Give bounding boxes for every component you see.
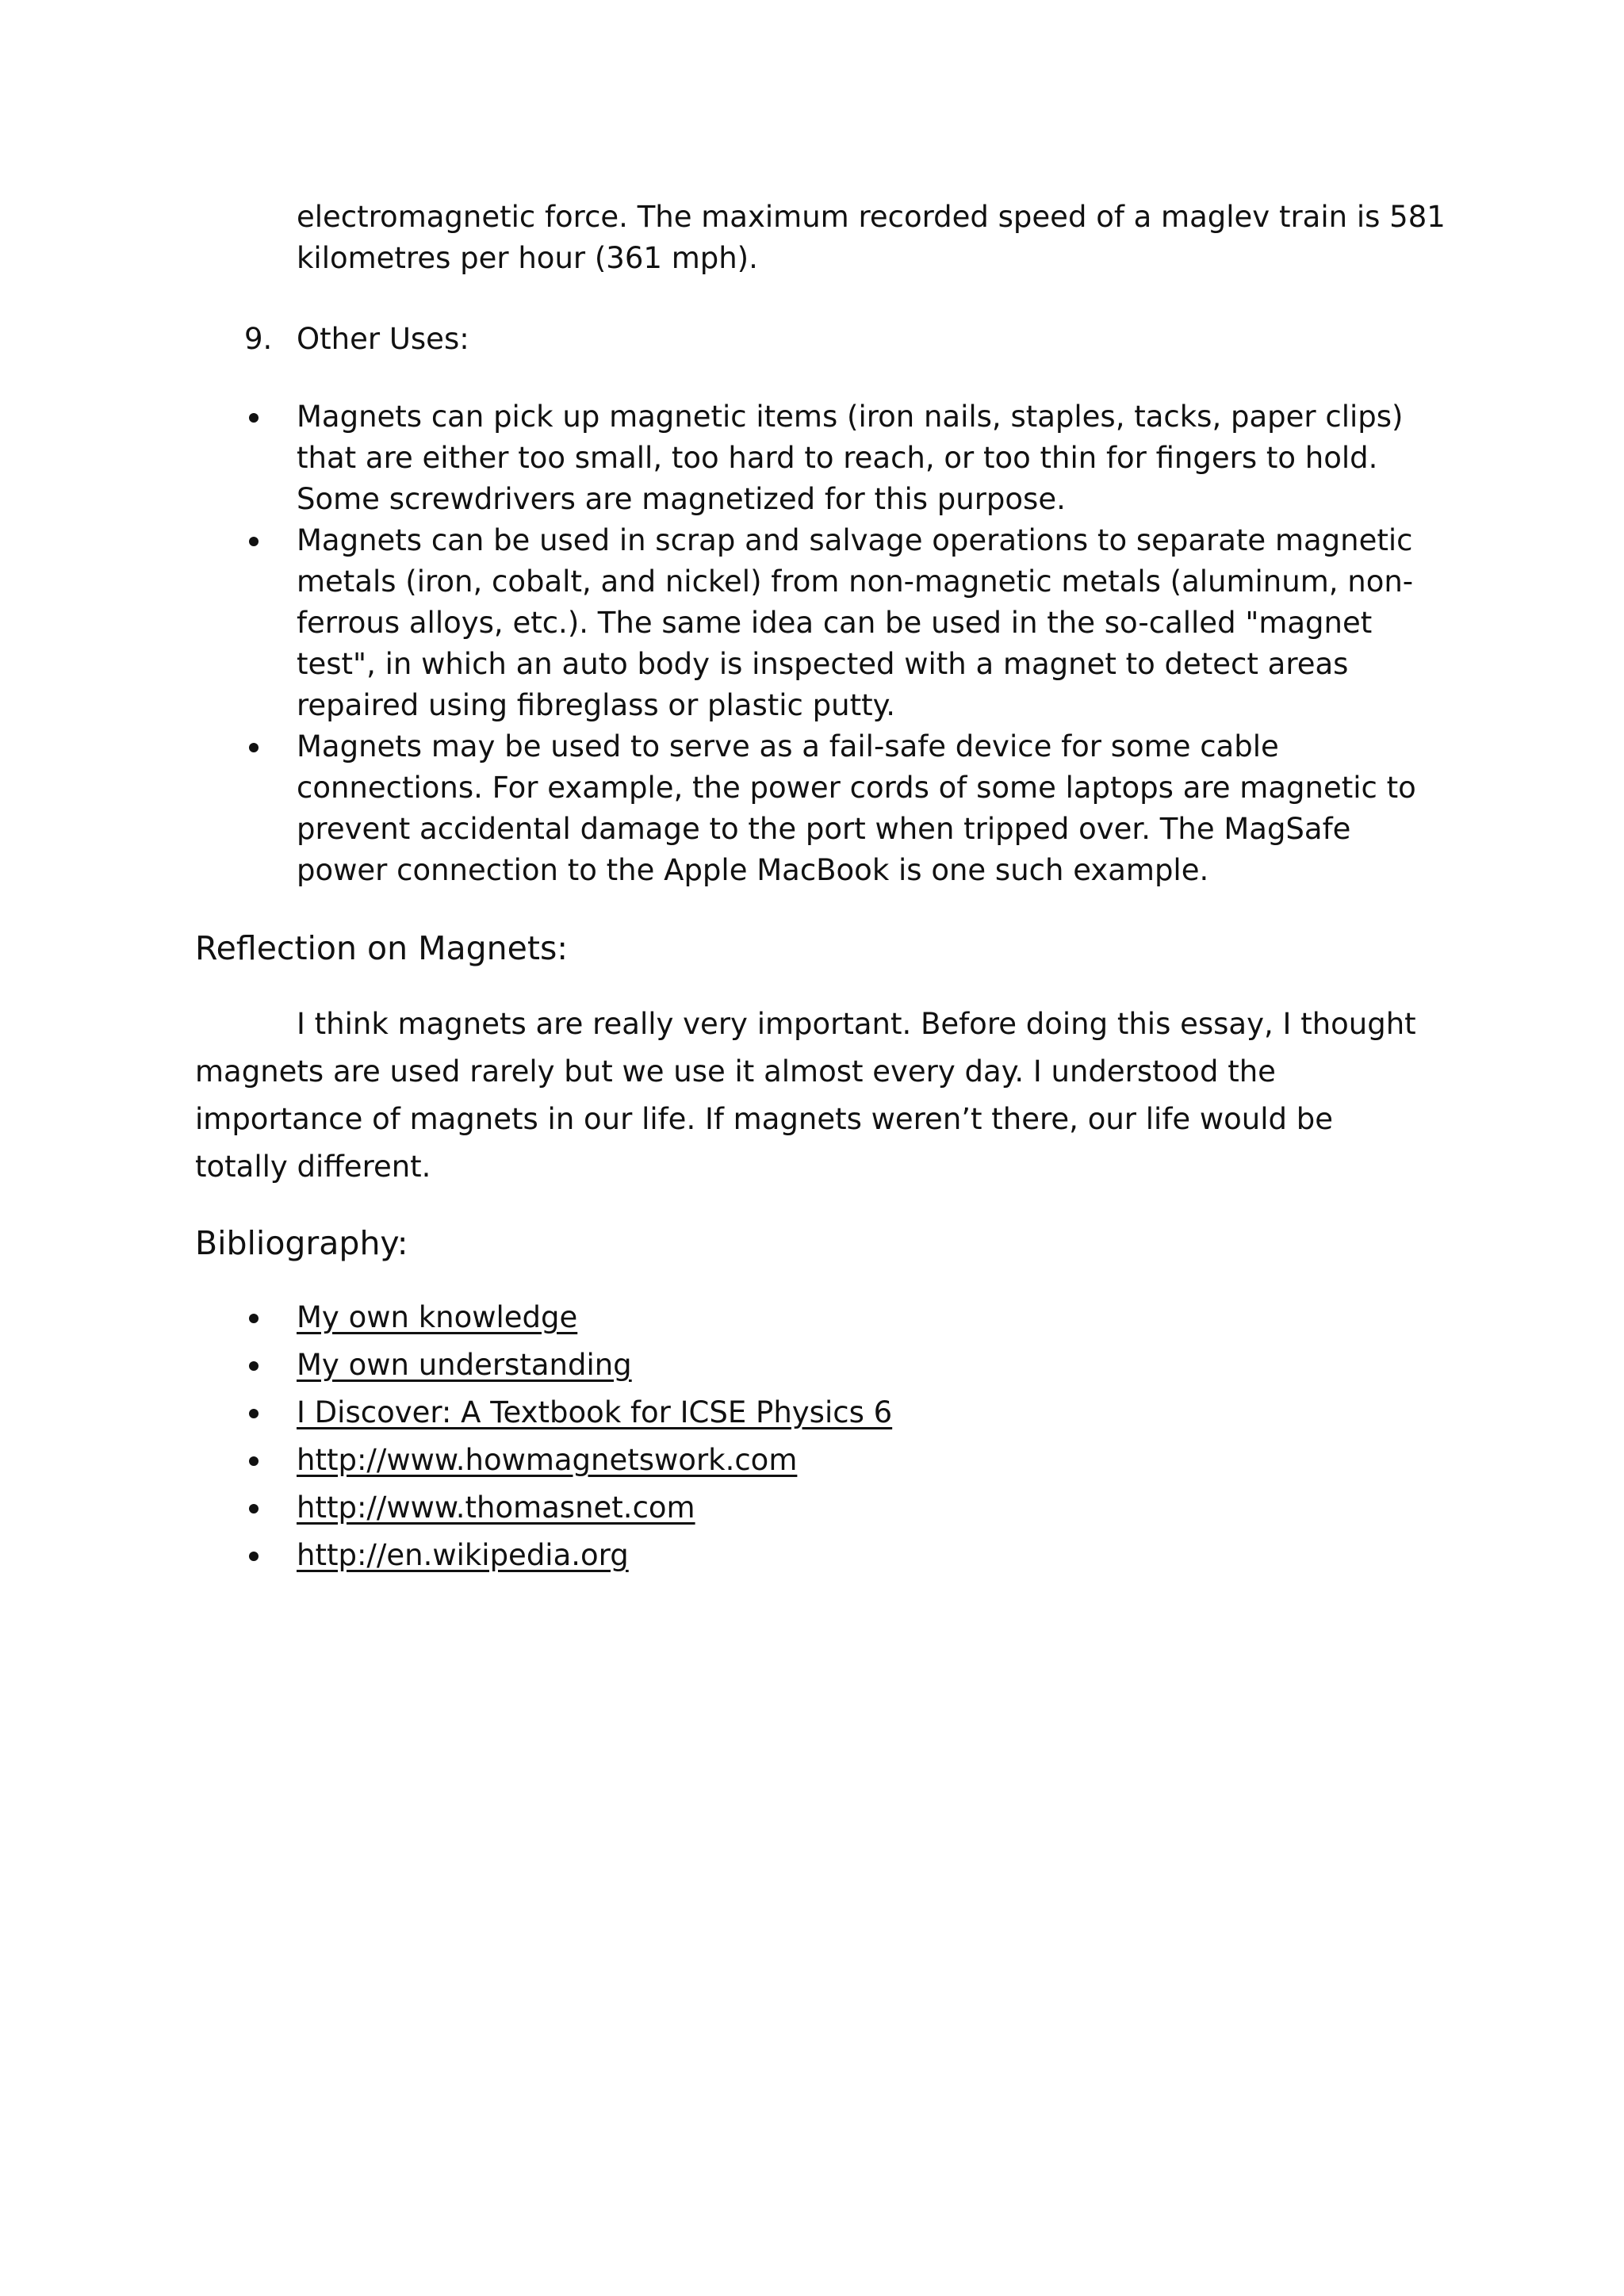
list-item-line: power connection to the Apple MacBook is one such example. (297, 853, 1209, 887)
list-item-line: Magnets can be used in scrap and salvage operations to separate magnetic (297, 523, 1413, 557)
list-item (243, 520, 1416, 726)
list-item-line: metals (iron, cobalt, and nickel) from non-magnetic metals (aluminum, non- (297, 564, 1414, 599)
bibliography-link[interactable]: http://www.thomasnet.com (297, 1490, 695, 1525)
bibliography-item (243, 1389, 892, 1437)
list-item (243, 726, 1416, 891)
list-item (243, 396, 1416, 520)
bullet-icon (249, 1361, 259, 1371)
list-item-line: Magnets can pick up magnetic items (iron nails, staples, tacks, paper clips) (297, 400, 1404, 434)
reflection-heading: Reflection on Magnets: (195, 929, 569, 967)
bibliography-item (243, 1437, 892, 1484)
list-item-line: repaired using fibreglass or plastic putty. (297, 688, 895, 722)
reflection-line: importance of magnets in our life. If magnets weren’t there, our life would be (195, 1102, 1333, 1136)
reflection-line: totally different. (195, 1150, 431, 1184)
list-item-line: connections. For example, the power cords of some laptops are magnetic to (297, 771, 1416, 805)
bullet-icon (249, 1314, 259, 1323)
list-item-line: that are either too small, too hard to reach, or too thin for fingers to hold. (297, 441, 1378, 475)
other-uses-list (243, 396, 1416, 891)
bibliography-link[interactable]: My own understanding (297, 1348, 632, 1382)
bibliography-item (243, 1341, 892, 1389)
bibliography-heading: Bibliography: (195, 1224, 408, 1262)
bibliography-link[interactable]: http://en.wikipedia.org (297, 1538, 629, 1572)
bullet-icon (249, 743, 259, 752)
list-item-line: Some screwdrivers are magnetized for this purpose. (297, 482, 1066, 516)
list-item-line: prevent accidental damage to the port when tripped over. The MagSafe (297, 812, 1351, 846)
reflection-paragraph (195, 1001, 1416, 1191)
bullet-icon (249, 537, 259, 546)
bibliography-link[interactable]: http://www.howmagnetswork.com (297, 1443, 798, 1477)
bullet-icon (249, 1504, 259, 1513)
bibliography-item (243, 1532, 892, 1579)
bullet-icon (249, 1409, 259, 1418)
bullet-icon (249, 413, 259, 423)
list-item-line: Magnets may be used to serve as a fail-safe device for some cable (297, 729, 1279, 763)
bibliography-link[interactable]: I Discover: A Textbook for ICSE Physics 6 (297, 1395, 893, 1429)
intro-line: electromagnetic force. The maximum recorded speed of a maglev train is 581 (297, 200, 1446, 234)
reflection-line: magnets are used rarely but we use it almost every day. I understood the (195, 1054, 1276, 1089)
bibliography-item (243, 1294, 892, 1341)
section-9-title: Other Uses: (297, 322, 469, 356)
intro-line: kilometres per hour (361 mph). (297, 241, 758, 275)
bullet-icon (249, 1552, 259, 1561)
bibliography-item (243, 1484, 892, 1532)
reflection-line: I think magnets are really very important. Before doing this essay, I thought (297, 1007, 1416, 1041)
list-item-line: ferrous alloys, etc.). The same idea can be used in the so-called "magnet (297, 606, 1373, 640)
bibliography-link[interactable]: My own knowledge (297, 1300, 578, 1334)
intro-paragraph (297, 197, 1446, 279)
list-item-line: test", in which an auto body is inspected with a magnet to detect areas (297, 647, 1349, 681)
section-9-number: 9. (244, 322, 273, 356)
bullet-icon (249, 1456, 259, 1466)
bibliography-list (243, 1294, 892, 1579)
